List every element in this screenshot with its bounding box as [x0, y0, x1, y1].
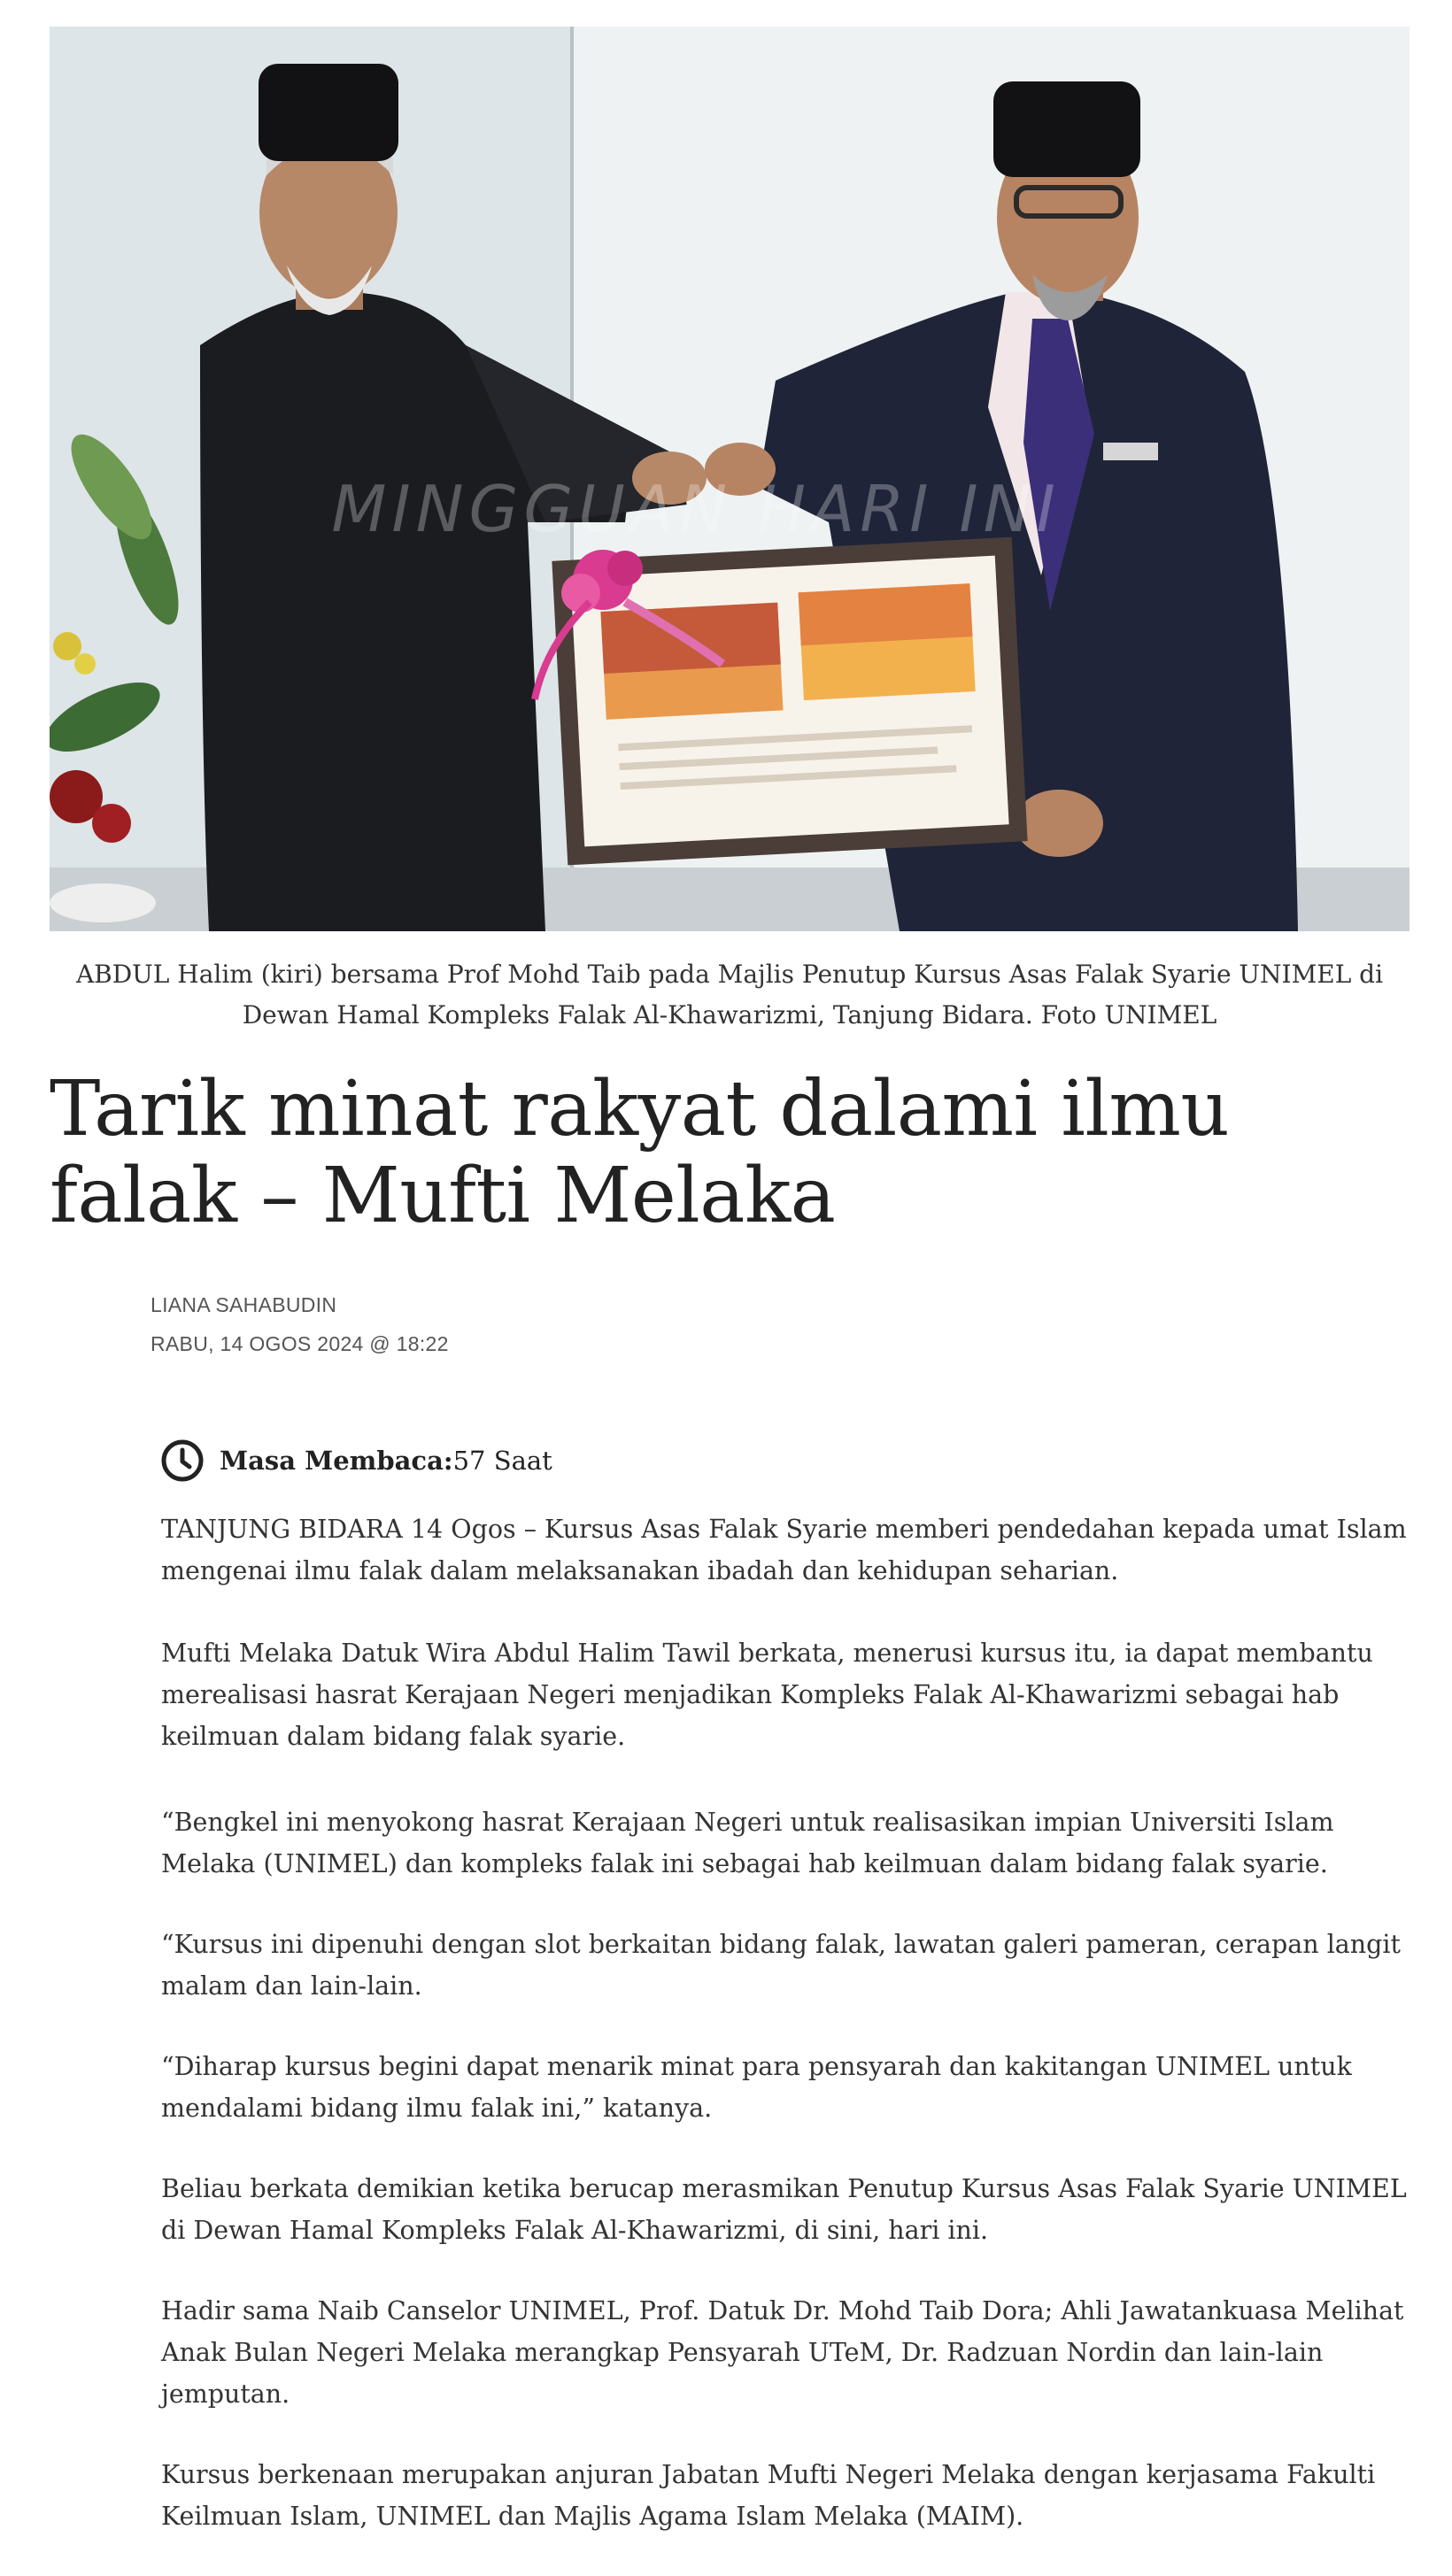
article-title: Tarik minat rakyat dalami ilmu falak – Mufti Melaka — [50, 1065, 1230, 1240]
publish-date: RABU, 14 OGOS 2024 @ 18:22 — [151, 1332, 449, 1355]
author-name[interactable]: LIANA SAHABUDIN — [151, 1293, 337, 1316]
article-paragraph: Hadir sama Naib Canselor UNIMEL, Prof. Datuk Dr. Mohd Taib Dora; Ahli Jawatankuasa Melihat Anak Bulan Negeri Melaka merangkap Pensyarah UTeM, Dr. Radzuan Nordin dan lain-lain jemputan. — [161, 2296, 1404, 2409]
reading-time — [159, 1438, 552, 1484]
article-paragraph: Beliau berkata demikian ketika berucap merasmikan Penutup Kursus Asas Falak Syarie UNIMEL di Dewan Hamal Kompleks Falak Al-Khawarizmi, di sini, hari ini. — [161, 2174, 1407, 2245]
article-paragraph: “Bengkel ini menyokong hasrat Kerajaan Negeri untuk realisasikan impian Universiti Islam Melaka (UNIMEL) dan kompleks falak ini sebagai hab keilmuan dalam bidang falak syarie. — [161, 1808, 1334, 1878]
clock-icon — [159, 1438, 205, 1484]
reading-time-label: Masa Membaca: — [220, 1446, 453, 1476]
byline — [151, 1285, 449, 1363]
article-paragraph: Mufti Melaka Datuk Wira Abdul Halim Tawil berkata, menerusi kursus itu, ia dapat membantu merealisasi hasrat Kerajaan Negeri menjadikan Kompleks Falak Al-Khawarizmi sebagai hab keilmuan dalam bidang falak syarie. — [161, 1639, 1373, 1751]
article-photo — [50, 27, 1410, 931]
reading-time-value: 57 Saat — [452, 1446, 552, 1476]
article-paragraph: TANJUNG BIDARA 14 Ogos – Kursus Asas Falak Syarie memberi pendedahan kepada umat Islam mengenai ilmu falak dalam melaksanakan ibadah dan kehidupan seharian. — [161, 1515, 1407, 1585]
photo-caption: ABDUL Halim (kiri) bersama Prof Mohd Taib pada Majlis Penutup Kursus Asas Falak Syarie UNIMEL di Dewan Hamal Kompleks Falak Al-Khawarizmi, Tanjung Bidara. Foto UNIMEL — [75, 960, 1384, 1030]
article-paragraph: Kursus berkenaan merupakan anjuran Jabatan Mufti Negeri Melaka dengan kerjasama Fakulti Keilmuan Islam, UNIMEL dan Majlis Agama Islam Melaka (MAIM). — [161, 2460, 1376, 2531]
article-paragraph: “Kursus ini dipenuhi dengan slot berkaitan bidang falak, lawatan galeri pameran, cerapan langit malam dan lain-lain. — [161, 1930, 1401, 2001]
photo-illustration — [50, 27, 1410, 931]
article-paragraph: “Diharap kursus begini dapat menarik minat para pensyarah dan kakitangan UNIMEL untuk mendalami bidang ilmu falak ini,” katanya. — [161, 2052, 1352, 2123]
photo-watermark: MINGGUAN HARI INI — [331, 472, 1061, 546]
article-body — [161, 1508, 1410, 2576]
